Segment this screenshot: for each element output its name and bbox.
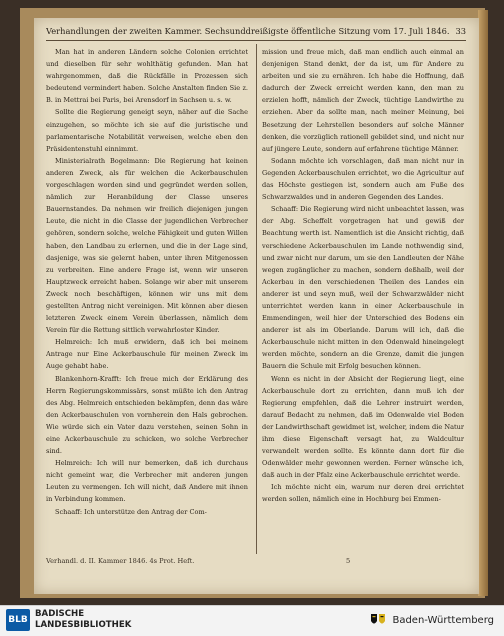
paragraph: Helmreich: Ich will nur bemerken, daß ich durchaus nicht gemeint war, die Verbrecher mit anderen jungen Leuten zu vermengen. Ich will nicht, daß Andere mit ihnen in Verbindung kommen. xyxy=(46,459,248,504)
paragraph: Ministerialrath Bogelmann: Die Regierung hat keinen anderen Zweck, als für welchen die Ackerbauschulen vorgeschlagen worden sind und gegründet werden sollen, nämlich zur Heranbildung der Classe unseres Bauernstandes. Da nehmen wir freilich diejenigen jungen Leute, die nicht in die Classe der jugendlichen Verbrecher gehören, sondern solche, welche Fähigkeit und guten Willen haben, den Landbau zu erlernen, und die in der Lage sind, dasjenige, was sie gelernt haben, unter ihren Mitgenossen zu verbreiten. Eine andere Frage ist, wenn wir unseren Hauptzweck erreicht haben. Solange wir aber mit unserem Zweck noch beschäftigen, können wir uns mit dem gestellten Antrag nicht vereinigen. Mit können aber diesen letzteren Zweck einem Verein überlassen, nämlich dem Verein für die Rettung sittlich verwahrloster Kinder. xyxy=(46,156,248,335)
blb-logo[interactable]: BLB xyxy=(6,609,30,631)
page-number: 33 xyxy=(455,26,466,36)
footer-reference: Verhandl. d. II. Kammer 1846. 4s Prot. Heft. xyxy=(46,557,195,565)
library-name[interactable] xyxy=(35,609,175,633)
header-title: Verhandlungen der zweiten Kammer. Sechsunddreißigste öffentliche Sitzung vom 17. Juli 1846. xyxy=(46,26,450,36)
paragraph: Schaaff: Die Regierung wird nicht unbeachtet lassen, was der Abg. Scheffelt vorgetragen hat und gewiß der Beachtung werth ist. Namentlich ist die Ansicht richtig, daß verschiedene Ackerbauschulen im Lande nothwendig sind, und zwar nicht nur darum, um sie den Landleuten der Nähe wegen zugänglicher zu machen, sondern deßhalb, weil der Ackerbau in den verschiedenen Theilen des Landes ein anderer ist und seyn muß, weil der Schwarzwälder nicht unterrichtet werden kann in einer Ackerbauschule in Emmendingen, weil hier der Unterschied des Bodens ein anderer ist als im Oberlande. Darum will ich, daß die Ackerbauschule nicht mitten in den Odenwald hineingelegt werden möchte, sondern an die Grenze, damit die jungen Bauern die Schule mit Erfolg besuchen können. xyxy=(262,205,464,371)
state-name: Baden-Württemberg xyxy=(392,614,494,626)
paragraph: Sodann möchte ich vorschlagen, daß man nicht nur in Gegenden Ackerbauschulen errichtet, wo die Agricultur auf das Höchste gestiegen ist, sondern auch am Fuße des Schwarzwaldes und in anderen Gegenden des Landes. xyxy=(262,156,464,202)
library-name-line1: BADISCHE xyxy=(35,609,85,619)
column-divider xyxy=(256,44,257,554)
paragraph: Helmreich: Ich muß erwidern, daß ich bei meinem Antrage nur Eine Ackerbauschule für meinen Zweck im Auge gehabt habe. xyxy=(46,338,248,371)
right-column xyxy=(262,46,464,556)
paragraph: Schaaff: Ich unterstütze den Antrag der Com- xyxy=(55,507,207,516)
paragraph: mission und freue mich, daß man endlich auch einmal an denjenigen Stand denkt, der da ist, um für Andere zu arbeiten und sie zu ernähren. Ich habe die Hoffnung, daß dadurch der Zweck erreicht werden kann, den man zu erzielen hofft, nämlich der Zweck, tüchtige Landwirthe zu erziehen. Aber da sollte man, nach meiner Meinung, bei Besetzung der Lehrstellen besonders auf solche Männer denken, die vorzüglich rationell gebildet sind, und nicht nur auf jüngere Leute, sondern auf erfahrene tüchtige Männer. xyxy=(262,48,464,153)
coat-of-arms-icon xyxy=(369,612,387,628)
paragraph: Sollte die Regierung geneigt seyn, näher auf die Sache einzugehen, so möchte ich sie auf die juristische und parlamentarische Notabilität verweisen, welche eben den Präsidentenstuhl einnimmt. xyxy=(46,108,248,153)
header-rule xyxy=(46,40,466,41)
paragraph: Man hat in anderen Ländern solche Colonien errichtet und dieselben für sehr wohlthätig gefunden. Man hat wahrgenommen, daß die Rückfälle in Prozessen sich bedeutend vermindert haben. Solche Anstalten finden Sie z. B. in Mettrai bei Paris, bei Arensdorf in Sachsen u. s. w. xyxy=(46,48,248,105)
paragraph: Wenn es nicht in der Absicht der Regierung liegt, eine Ackerbauschule dort zu errichten, dann muß ich der Regierung empfehlen, daß die Lehrer instruirt werden, darauf Bedacht zu nehmen, daß im Odenwalde viel Boden der Landwirthschaft gewidmet ist, welcher, indem die Natur ihm diese Eigenschaft versagt hat, zu Waldcultur verwandelt werden sollte. Es könnte dann dort für die Odenwälder mehr gewonnen werden. Ferner wünsche ich, daß auch in der Pfalz eine Ackerbauschule errichtet werde. xyxy=(262,374,464,480)
paragraph: Ich möchte nicht ein, warum nur deren drei errichtet werden sollen, nämlich eine in Hochburg bei Emmen- xyxy=(262,483,464,504)
library-name-line2: LANDESBIBLIOTHEK xyxy=(35,619,132,630)
left-column xyxy=(46,46,248,556)
paragraph: Blankenhorn-Krafft: Ich freue mich der Erklärung des Herrn Regierungskommissärs, sonst müßte ich den Antrag des Abg. Helmreich entschieden bekämpfen, denn das wäre den Ackerbauschulen von vornherein den Hals gebrochen. Wie würde sich ein Vater dazu verstehen, seinen Sohn in eine Ackerbauschule zu schicken, wo solche Verbrecher sind. xyxy=(46,374,248,456)
page-footer xyxy=(46,557,466,569)
running-header xyxy=(46,26,466,40)
state-branding[interactable] xyxy=(369,612,494,628)
book-spine-edge xyxy=(478,10,488,596)
signature-mark: 5 xyxy=(346,557,351,565)
